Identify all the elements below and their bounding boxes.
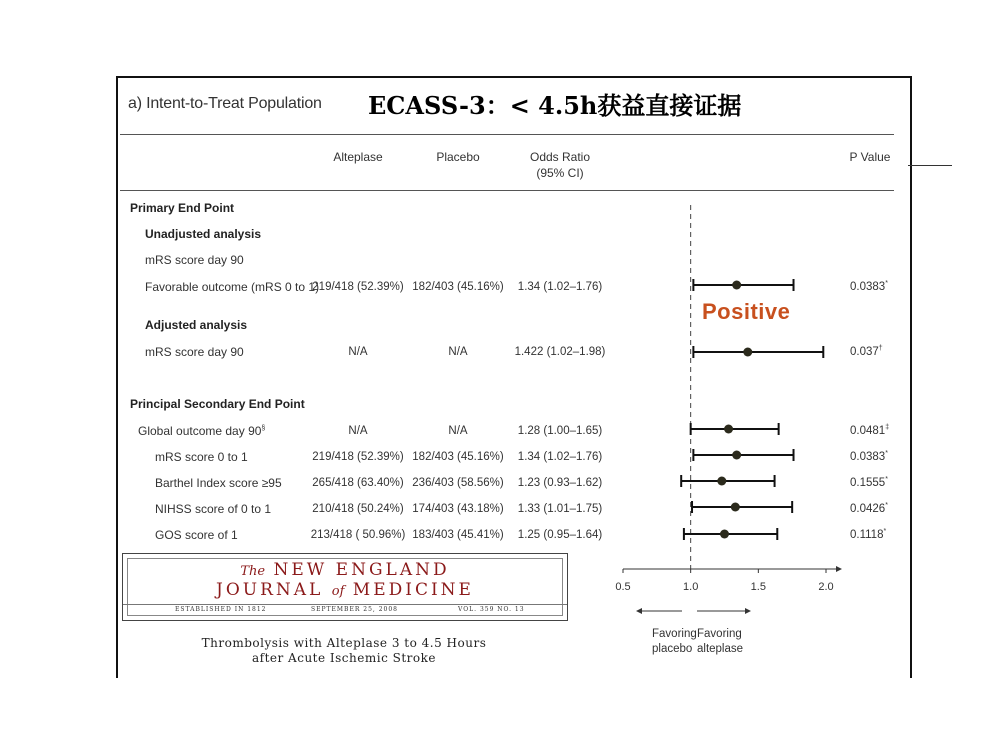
masthead-info-bar <box>123 604 567 613</box>
col-odds-ratio-label: Odds Ratio <box>529 150 591 164</box>
row-placebo: 183/403 (45.41%) <box>412 529 504 541</box>
row-alteplase: 219/418 (52.39%) <box>312 451 404 463</box>
population-subtitle: a) Intent-to-Treat Population <box>128 95 322 112</box>
slide-title: ECASS-3：< 4.5h获益直接证据 <box>368 91 742 120</box>
favoring-placebo-label <box>652 628 697 655</box>
row-label: mRS score 0 to 1 <box>155 450 248 464</box>
x-tick-label: 1.5 <box>750 581 766 593</box>
x-tick-label: 0.5 <box>615 581 631 593</box>
p-value-mark: * <box>885 450 888 457</box>
row-label: GOS score of 1 <box>155 528 238 542</box>
row-label: Barthel Index score ≥95 <box>155 476 282 490</box>
odds-ratio-point <box>732 451 741 460</box>
row-alteplase: 219/418 (52.39%) <box>312 281 404 293</box>
section-adjusted: Adjusted analysis <box>145 318 248 332</box>
masthead-volume: VOL. 359 NO. 13 <box>458 606 525 613</box>
p-value-mark: * <box>885 502 888 509</box>
favoring-alteplase-arrowhead <box>745 608 751 614</box>
x-tick-label: 2.0 <box>818 581 834 593</box>
row-placebo: N/A <box>448 346 468 358</box>
col-placebo: Placebo <box>436 150 480 164</box>
row-placebo: 182/403 (45.16%) <box>412 281 504 293</box>
row-odds-ratio: 1.33 (1.01–1.75) <box>517 503 603 515</box>
row-odds-ratio: 1.25 (0.95–1.64) <box>517 529 603 541</box>
p-value-mark: * <box>885 280 888 287</box>
favoring-right-group: alteplase <box>697 643 744 655</box>
row-odds-ratio: 1.34 (1.02–1.76) <box>517 281 603 293</box>
row-odds-ratio: 1.28 (1.00–1.65) <box>517 425 603 437</box>
odds-ratio-point <box>724 425 733 434</box>
masthead-journal: JOURNAL <box>216 580 324 600</box>
odds-ratio-point <box>720 530 729 539</box>
p-value-mark: † <box>878 345 883 352</box>
odds-ratio-point <box>717 477 726 486</box>
row-alteplase: 210/418 (50.24%) <box>312 503 404 515</box>
favoring-left-group: placebo <box>652 643 693 655</box>
section-primary: Primary End Point <box>130 201 235 215</box>
p-value-mark: * <box>883 528 887 535</box>
p-value-number: 0.037 <box>850 345 879 358</box>
masthead-line2 <box>123 580 567 600</box>
masthead-of: of <box>331 584 345 599</box>
odds-ratio-point <box>732 281 741 290</box>
row-odds-ratio: 1.23 (0.93–1.62) <box>517 477 603 489</box>
row-alteplase: N/A <box>348 425 368 437</box>
p-value-mark: * <box>885 476 888 483</box>
p-value-number: 0.1118 <box>850 528 884 541</box>
p-value-mark: ‡ <box>885 424 890 431</box>
row-placebo: N/A <box>448 425 468 437</box>
row-label: Favorable outcome (mRS 0 to 1) <box>145 280 320 294</box>
article-title-line2: after Acute Ischemic Stroke <box>251 651 436 665</box>
x-tick-label: 1.0 <box>683 581 699 593</box>
favoring-left-word: Favoring <box>652 628 697 640</box>
section-secondary: Principal Secondary End Point <box>130 397 305 411</box>
row-placebo: 236/403 (58.56%) <box>412 477 504 489</box>
row-odds-ratio: 1.422 (1.02–1.98) <box>514 346 606 358</box>
row-alteplase: 213/418 ( 50.96%) <box>310 529 406 541</box>
p-value-number: 0.0383 <box>850 280 886 293</box>
masthead-date: SEPTEMBER 25, 2008 <box>311 606 398 613</box>
row-label-text: Global outcome day 90 <box>138 424 262 438</box>
favoring-alteplase-label <box>697 628 743 655</box>
nejm-masthead <box>122 553 568 621</box>
odds-ratio-point <box>743 348 752 357</box>
row-alteplase: N/A <box>348 346 368 358</box>
col-alteplase: Alteplase <box>333 150 383 164</box>
col-odds-ratio-ci: (95% CI) <box>536 166 584 180</box>
label-mrs-day90-heading: mRS score day 90 <box>145 253 244 267</box>
row-label: NIHSS score of 0 to 1 <box>155 502 272 516</box>
masthead-established: ESTABLISHED IN 1812 <box>175 606 267 613</box>
x-axis-arrow <box>836 566 842 572</box>
row-placebo: 174/403 (43.18%) <box>412 503 504 515</box>
masthead-new-england: NEW ENGLAND <box>273 560 450 580</box>
row-placebo: 182/403 (45.16%) <box>412 451 504 463</box>
p-value-number: 0.0383 <box>850 450 886 463</box>
positive-annotation: Positive <box>702 299 791 324</box>
p-value-number: 0.1555 <box>850 476 886 489</box>
section-unadjusted: Unadjusted analysis <box>145 227 262 241</box>
masthead-medicine: MEDICINE <box>352 580 474 600</box>
favoring-right-word: Favoring <box>697 628 742 640</box>
article-title-line1: Thrombolysis with Alteplase 3 to 4.5 Hours <box>201 636 487 650</box>
masthead-the: The <box>240 564 266 579</box>
p-value-number: 0.0426 <box>850 502 886 515</box>
row-alteplase: 265/418 (63.40%) <box>312 477 404 489</box>
masthead-line1 <box>123 560 567 580</box>
favoring-placebo-arrowhead <box>636 608 642 614</box>
odds-ratio-point <box>731 503 740 512</box>
row-label: mRS score day 90 <box>145 345 244 359</box>
row-label-mark: § <box>261 425 266 432</box>
row-odds-ratio: 1.34 (1.02–1.76) <box>517 451 603 463</box>
p-value-number: 0.0481 <box>850 424 886 437</box>
col-p-value: P Value <box>849 150 891 164</box>
